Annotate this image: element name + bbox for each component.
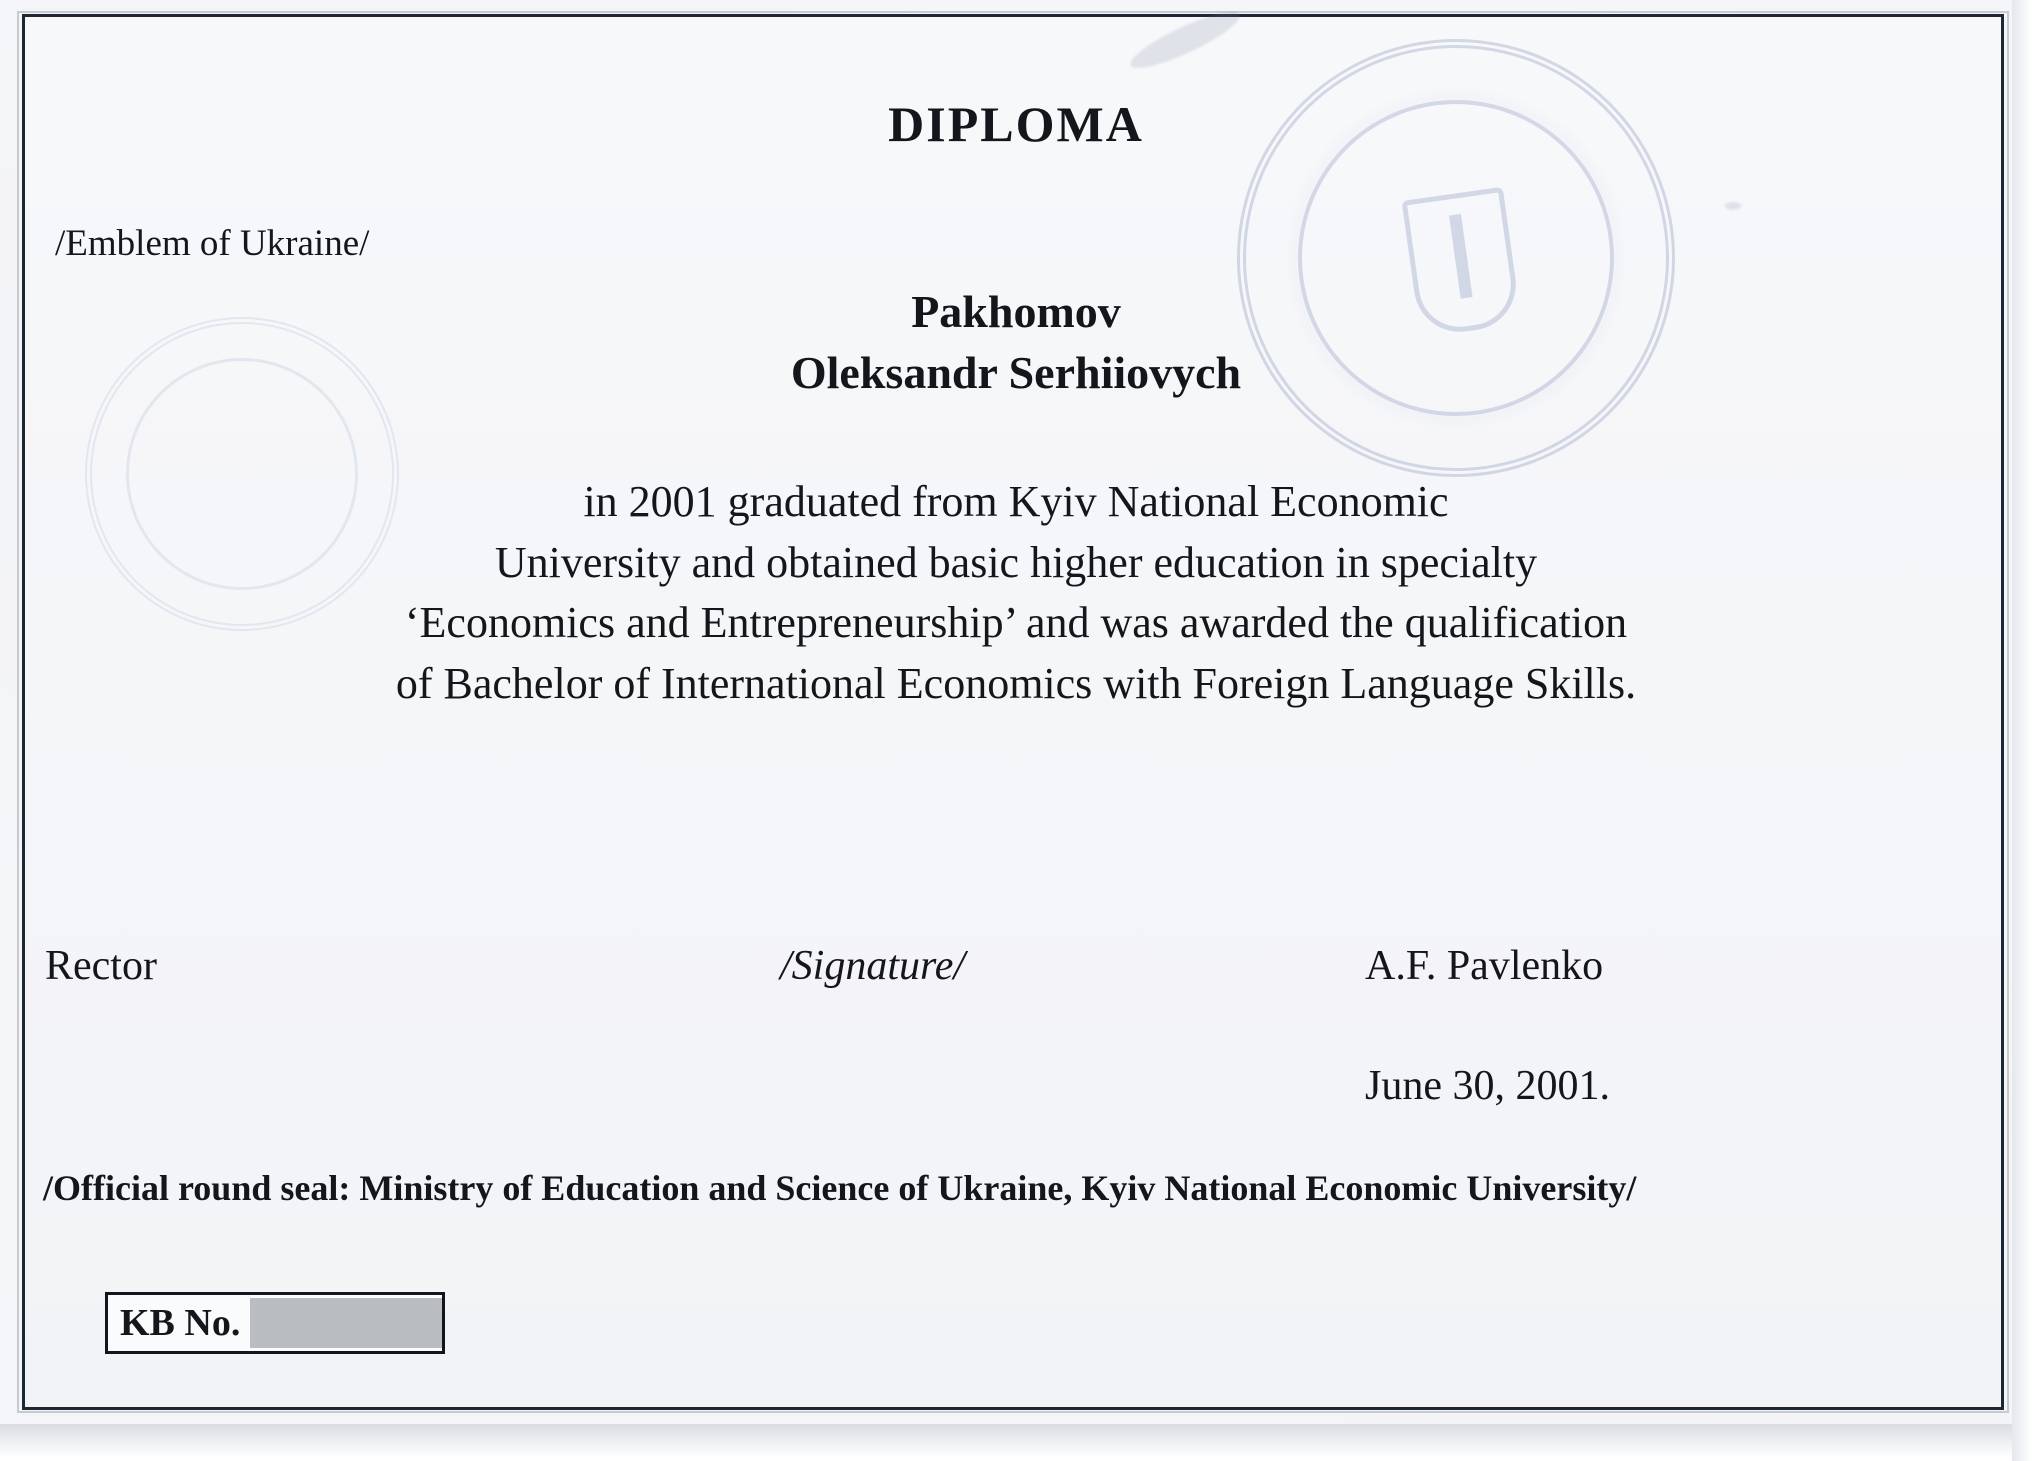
serial-number-redaction	[250, 1298, 442, 1348]
recipient-given-names: Oleksandr Serhiiovych	[790, 346, 1242, 398]
scan-right-edge	[2012, 0, 2037, 1461]
signature-note: /Signature/	[780, 943, 966, 989]
recipient-name	[25, 282, 2007, 403]
issue-date: June 30, 2001.	[1365, 1063, 1610, 1109]
scan-bottom-edge	[0, 1424, 2037, 1461]
official-seal-note: /Official round seal: Ministry of Education and Science of Ukraine, Kyiv National Economic University/	[43, 1168, 1637, 1208]
serial-number-label: KB No.	[120, 1302, 241, 1344]
serial-number-box	[105, 1292, 445, 1354]
award-statement-line: University and obtained basic higher education in specialty	[494, 537, 1538, 587]
recipient-surname: Pakhomov	[911, 286, 1121, 337]
emblem-note: /Emblem of Ukraine/	[55, 223, 370, 264]
page-title: DIPLOMA	[888, 96, 1144, 152]
scan-smudge	[1125, 3, 1245, 77]
signature-row	[25, 942, 2007, 1002]
signatory-role: Rector	[45, 943, 157, 989]
scan-speck	[1725, 202, 1741, 210]
round-seal-watermark	[1209, 11, 1704, 506]
document-frame	[22, 14, 2004, 1410]
award-statement-line: of Bachelor of International Economics with Foreign Language Skills.	[395, 659, 1637, 709]
award-statement-line: ‘Economics and Entrepreneurship’ and was awarded the qualification	[404, 598, 1628, 648]
award-statement-line: in 2001 graduated from Kyiv National Economic	[583, 477, 1449, 526]
award-statement	[25, 472, 2007, 715]
signatory-name: A.F. Pavlenko	[1365, 943, 1604, 989]
